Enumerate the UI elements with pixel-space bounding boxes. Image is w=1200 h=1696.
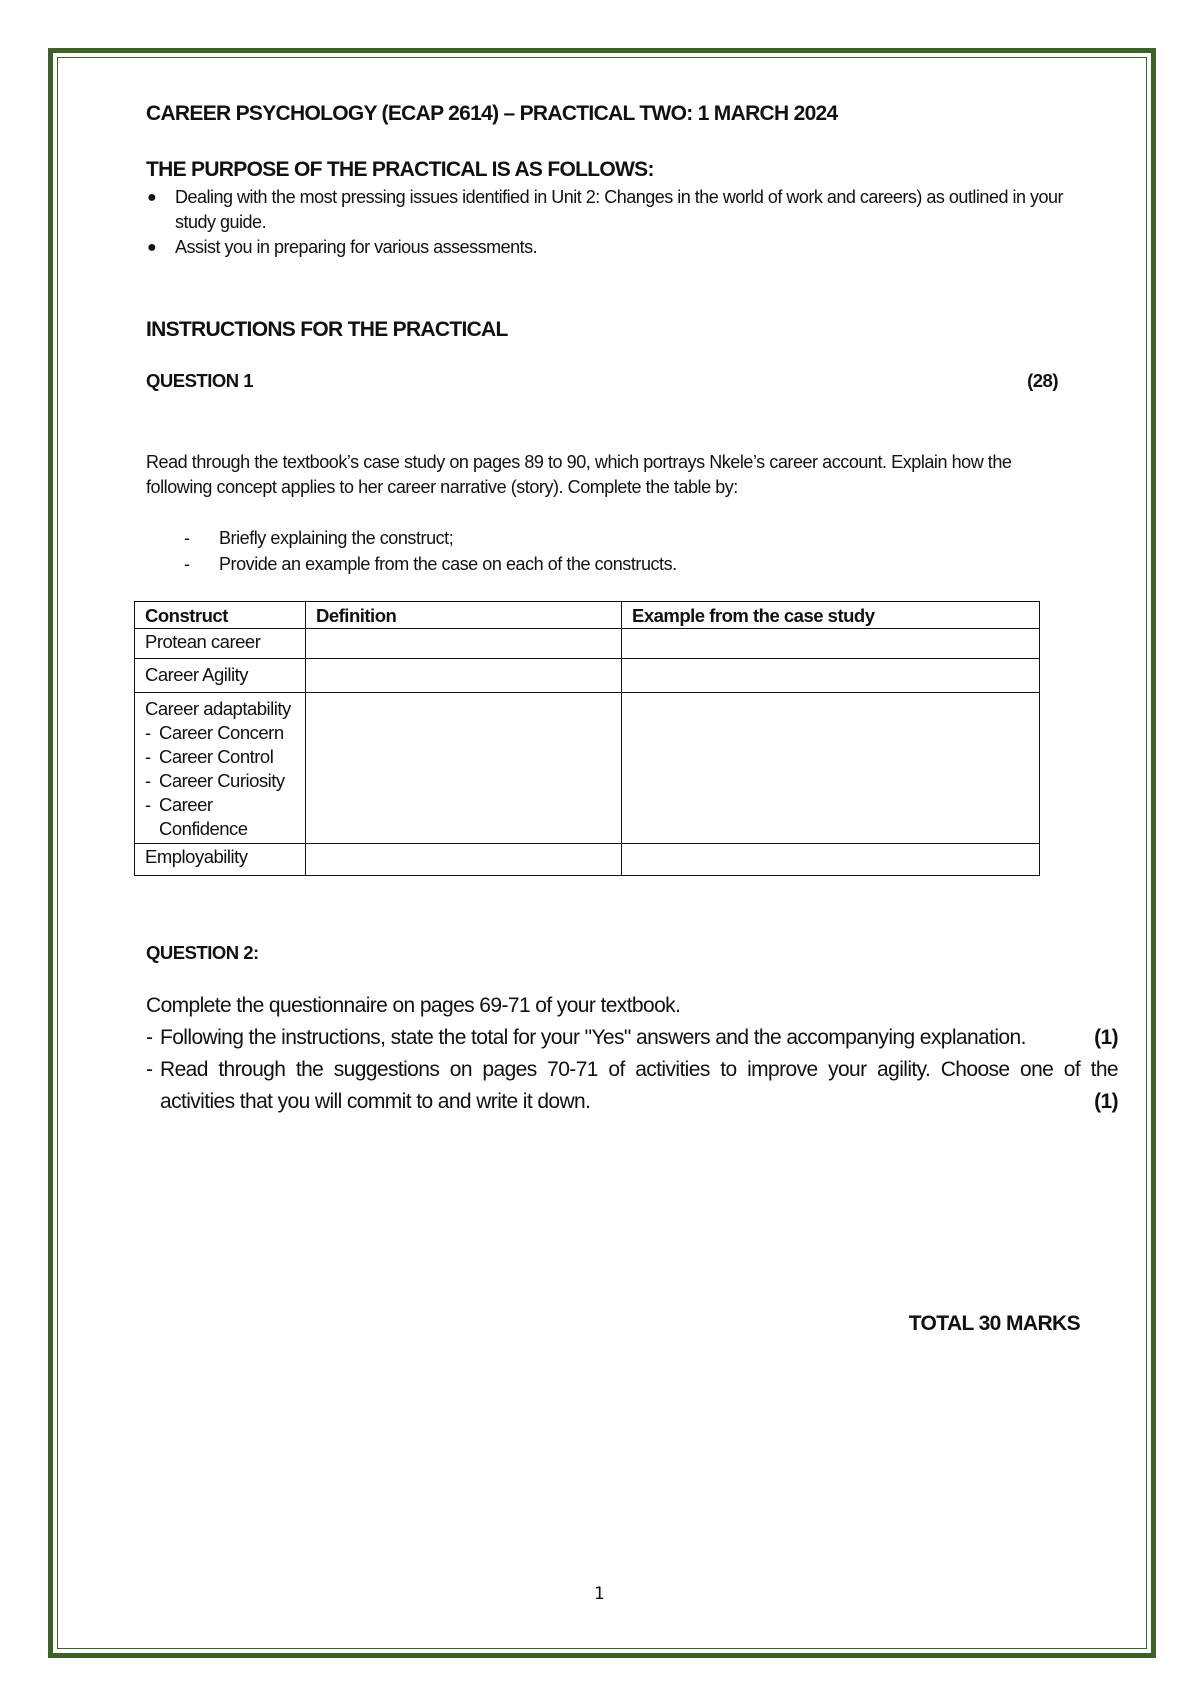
instructions-heading: INSTRUCTIONS FOR THE PRACTICAL [146, 318, 508, 341]
question-1-marks: (28) [1027, 370, 1058, 391]
bullet-icon: ● [147, 189, 157, 206]
question-1-label: QUESTION 1 [146, 370, 254, 391]
definition-cell[interactable] [306, 844, 622, 876]
sub-item: - Career Curiosity [145, 770, 285, 791]
header-definition: Definition [306, 602, 622, 629]
question-2-heading: QUESTION 2: [146, 942, 259, 963]
item-marks: (1) [1094, 1090, 1118, 1113]
question-1-intro: Read through the textbook’s case study on pages 89 to 90, which portrays Nkele’s career account. Explain how the following concept applies to her career narrative (story). Complete the table by: [146, 452, 1012, 497]
question-2-body [146, 990, 1118, 1118]
list-item: - Read through the suggestions on pages 70-71 of activities to improve your agility. Choose one of the activities that you will commit to and write it down. (1) [146, 1054, 1118, 1118]
header-example: Example from the case study [622, 602, 1040, 629]
sub-item: - Career Control [145, 746, 274, 767]
example-cell[interactable] [622, 693, 1040, 844]
total-marks: TOTAL 30 MARKS [908, 1312, 1080, 1335]
question-1-dash-list [184, 525, 677, 577]
list-item: ● Dealing with the most pressing issues identified in Unit 2: Changes in the world of work and careers) as outlined in your study guide. [147, 187, 1063, 232]
table-row [135, 693, 1040, 844]
definition-cell[interactable] [306, 693, 622, 844]
question-2-intro: Complete the questionnaire on pages 69-71 of your textbook. [146, 994, 681, 1017]
page-number: 1 [594, 1584, 605, 1604]
row-career-agility: Career Agility [135, 659, 306, 693]
table-header-row [135, 602, 1040, 629]
row-career-adaptability: Career adaptability - Career Concern - Career Control - Career Curiosity - Career Confidence [135, 693, 306, 844]
table-row [135, 629, 1040, 659]
purpose-heading: THE PURPOSE OF THE PRACTICAL IS AS FOLLOWS: [146, 158, 654, 181]
row-employability: Employability [135, 844, 306, 876]
sub-item: - Career Concern [145, 722, 284, 743]
table-row [135, 844, 1040, 876]
table-row [135, 659, 1040, 693]
construct-table [134, 601, 1040, 876]
purpose-bullet-list [146, 185, 1086, 260]
example-cell[interactable] [622, 629, 1040, 659]
bullet-icon: ● [147, 239, 157, 256]
list-item: - Following the instructions, state the total for your "Yes" answers and the accompanying explanation. (1) [146, 1022, 1118, 1054]
document-title: CAREER PSYCHOLOGY (ECAP 2614) – PRACTICAL TWO: 1 MARCH 2024 [146, 102, 838, 125]
list-item: - Provide an example from the case on each of the constructs. [184, 554, 677, 574]
example-cell[interactable] [622, 844, 1040, 876]
header-construct: Construct [135, 602, 306, 629]
item-marks: (1) [1094, 1026, 1118, 1049]
definition-cell[interactable] [306, 659, 622, 693]
list-item: ● Assist you in preparing for various assessments. [146, 235, 1086, 260]
list-item: - Briefly explaining the construct; [184, 528, 454, 548]
question-1-heading [146, 370, 1058, 392]
definition-cell[interactable] [306, 629, 622, 659]
example-cell[interactable] [622, 659, 1040, 693]
sub-item: - Career Confidence [145, 794, 248, 839]
row-protean-career: Protean career [135, 629, 306, 659]
